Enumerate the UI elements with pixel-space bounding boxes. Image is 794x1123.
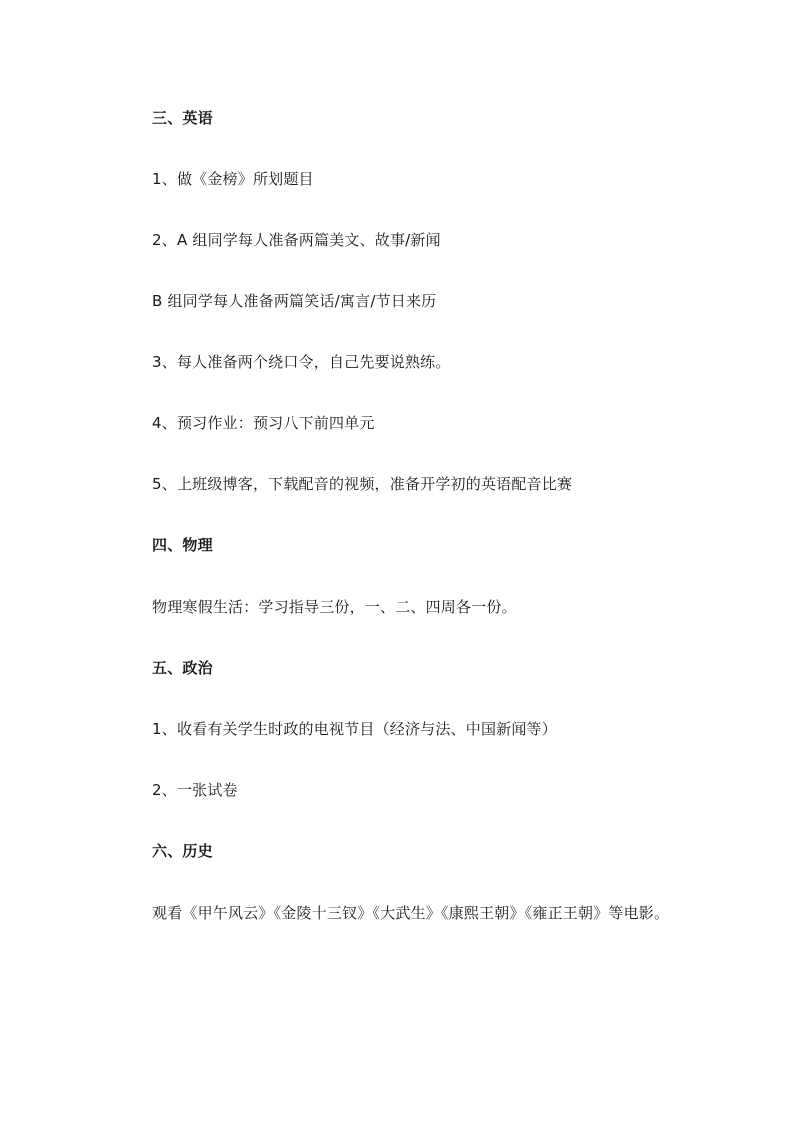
physics-item-1: 物理寒假生活：学习指导三份，一、二、四周各一份。 bbox=[152, 598, 517, 616]
english-item-2: 2、A 组同学每人准备两篇美文、故事/新闻 bbox=[152, 231, 441, 249]
section-heading-politics: 五、政治 bbox=[152, 659, 213, 677]
section-heading-history: 六、历史 bbox=[152, 842, 213, 860]
history-paragraph: 观看《甲午风云》《金陵十三钗》《大武生》《康熙王朝》《雍正王朝》等电影。 bbox=[152, 904, 670, 922]
english-item-4: 4、预习作业：预习八下前四单元 bbox=[152, 414, 375, 432]
section-heading-physics: 四、物理 bbox=[152, 536, 213, 554]
english-item-1: 1、做《金榜》所划题目 bbox=[152, 170, 314, 188]
english-item-3: 3、每人准备两个绕口令，自己先要说熟练。 bbox=[152, 353, 451, 371]
english-item-5: 5、上班级博客，下载配音的视频，准备开学初的英语配音比赛 bbox=[152, 475, 573, 493]
english-item-2b: B 组同学每人准备两篇笑话/寓言/节日来历 bbox=[152, 292, 437, 310]
politics-item-1: 1、收看有关学生时政的电视节目（经济与法、中国新闻等） bbox=[152, 720, 557, 738]
politics-item-2: 2、一张试卷 bbox=[152, 781, 238, 799]
section-heading-english: 三、英语 bbox=[152, 109, 213, 127]
